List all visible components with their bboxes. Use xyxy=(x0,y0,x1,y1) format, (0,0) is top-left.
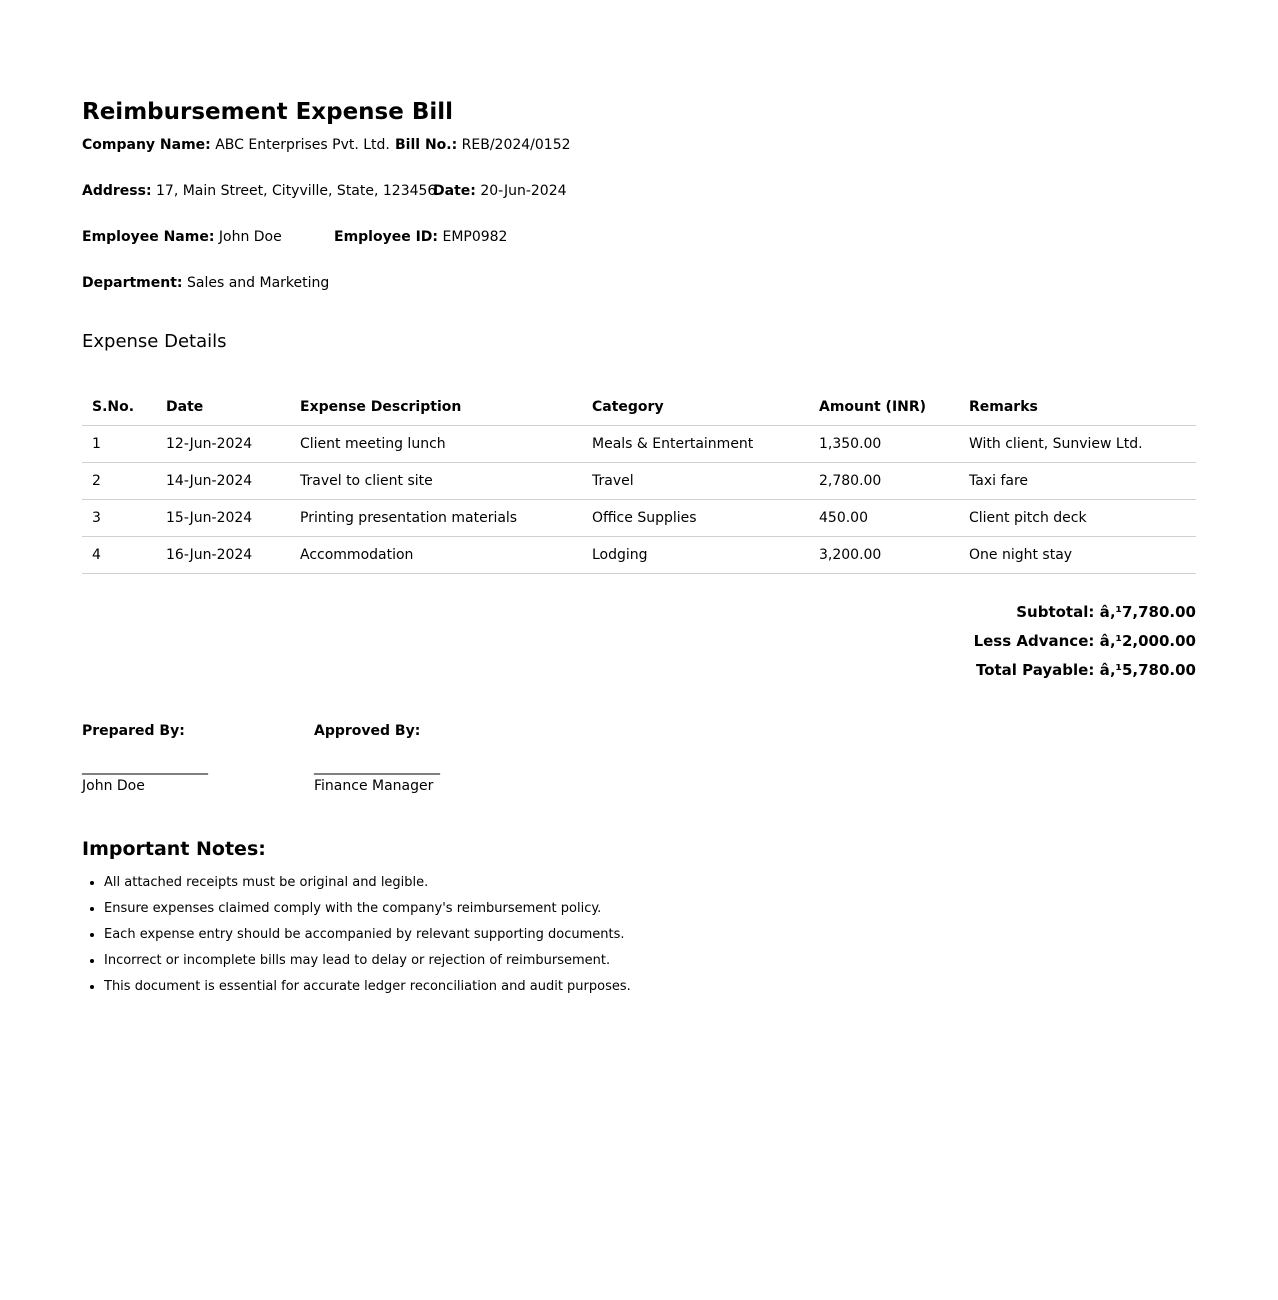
prepared-by-signature-line: __________________ xyxy=(82,759,208,775)
cell-sno: 4 xyxy=(82,537,156,574)
meta-line-company xyxy=(82,135,1196,155)
meta-line-employee xyxy=(82,227,1196,247)
expense-table xyxy=(82,389,1196,574)
prepared-by-name: John Doe xyxy=(82,778,145,794)
cell-description: Client meeting lunch xyxy=(290,426,582,463)
cell-remarks: Client pitch deck xyxy=(959,500,1196,537)
column-header-sno: S.No. xyxy=(82,389,156,426)
meta-line-department xyxy=(82,273,1196,293)
company-label: Company Name: xyxy=(82,137,211,153)
approved-by-name: Finance Manager xyxy=(314,778,434,794)
date-label: Date: xyxy=(433,183,476,199)
page-title: Reimbursement Expense Bill xyxy=(82,99,454,125)
cell-amount: 2,780.00 xyxy=(809,463,959,500)
table-row xyxy=(82,463,1196,500)
employee-name-field xyxy=(82,227,334,247)
list-item: • All attached receipts must be original and legible. xyxy=(104,870,1196,896)
prepared-by-block xyxy=(82,721,208,796)
address-value: 17, Main Street, Cityville, State, 123456 xyxy=(156,183,437,199)
table-header-row xyxy=(82,389,1196,426)
meta-line-address xyxy=(82,181,1196,201)
column-header-date: Date xyxy=(156,389,290,426)
cell-sno: 2 xyxy=(82,463,156,500)
address-field xyxy=(82,181,437,201)
cell-category: Office Supplies xyxy=(582,500,809,537)
table-row xyxy=(82,500,1196,537)
bill-number-label: Bill No.: xyxy=(395,137,458,153)
employee-id-value: EMP0982 xyxy=(442,229,508,245)
prepared-by-label: Prepared By: xyxy=(82,723,185,739)
cell-sno: 1 xyxy=(82,426,156,463)
cell-remarks: With client, Sunview Ltd. xyxy=(959,426,1196,463)
cell-amount: 1,350.00 xyxy=(809,426,959,463)
cell-sno: 3 xyxy=(82,500,156,537)
cell-remarks: One night stay xyxy=(959,537,1196,574)
table-row xyxy=(82,426,1196,463)
employee-name-value: John Doe xyxy=(218,229,282,245)
column-header-description: Expense Description xyxy=(290,389,582,426)
bill-number-field xyxy=(395,135,571,155)
cell-description: Printing presentation materials xyxy=(290,500,582,537)
cell-date: 15-Jun-2024 xyxy=(156,500,290,537)
department-label: Department: xyxy=(82,275,183,291)
notes-list xyxy=(82,870,1196,1000)
employee-id-field xyxy=(334,227,507,247)
address-label: Address: xyxy=(82,183,152,199)
notes-heading: Important Notes: xyxy=(82,838,266,860)
cell-amount: 3,200.00 xyxy=(809,537,959,574)
subtotal: Subtotal: â‚¹7,780.00 xyxy=(1016,603,1196,621)
cell-date: 16-Jun-2024 xyxy=(156,537,290,574)
approved-by-block xyxy=(314,721,440,796)
approved-by-signature-line: __________________ xyxy=(314,759,440,775)
cell-category: Travel xyxy=(582,463,809,500)
department-value: Sales and Marketing xyxy=(186,275,330,291)
bill-document xyxy=(82,96,1196,1000)
list-item: • This document is essential for accurate ledger reconciliation and audit purposes. xyxy=(104,974,1196,1000)
list-item: • Each expense entry should be accompanied by relevant supporting documents. xyxy=(104,922,1196,948)
department-field xyxy=(82,273,329,293)
expense-details-heading: Expense Details xyxy=(82,331,227,352)
cell-date: 14-Jun-2024 xyxy=(156,463,290,500)
list-item: • Incorrect or incomplete bills may lead to delay or rejection of reimbursement. xyxy=(104,948,1196,974)
cell-category: Lodging xyxy=(582,537,809,574)
bill-number-value: REB/2024/0152 xyxy=(461,137,571,153)
date-value: 20-Jun-2024 xyxy=(480,183,567,199)
list-item: • Ensure expenses claimed comply with the company's reimbursement policy. xyxy=(104,896,1196,922)
less-advance: Less Advance: â‚¹2,000.00 xyxy=(973,632,1196,650)
company-value: ABC Enterprises Pvt. Ltd. xyxy=(215,137,390,153)
column-header-category: Category xyxy=(582,389,809,426)
table-row xyxy=(82,537,1196,574)
column-header-remarks: Remarks xyxy=(959,389,1196,426)
totals-block xyxy=(82,598,1196,685)
column-header-amount: Amount (INR) xyxy=(809,389,959,426)
employee-name-label: Employee Name: xyxy=(82,229,215,245)
cell-remarks: Taxi fare xyxy=(959,463,1196,500)
approved-by-label: Approved By: xyxy=(314,723,421,739)
cell-category: Meals & Entertainment xyxy=(582,426,809,463)
cell-description: Travel to client site xyxy=(290,463,582,500)
date-field xyxy=(433,181,567,201)
total-payable: Total Payable: â‚¹5,780.00 xyxy=(975,661,1196,679)
cell-date: 12-Jun-2024 xyxy=(156,426,290,463)
cell-amount: 450.00 xyxy=(809,500,959,537)
company-field xyxy=(82,135,395,155)
cell-description: Accommodation xyxy=(290,537,582,574)
employee-id-label: Employee ID: xyxy=(334,229,439,245)
signature-area xyxy=(82,721,1196,801)
